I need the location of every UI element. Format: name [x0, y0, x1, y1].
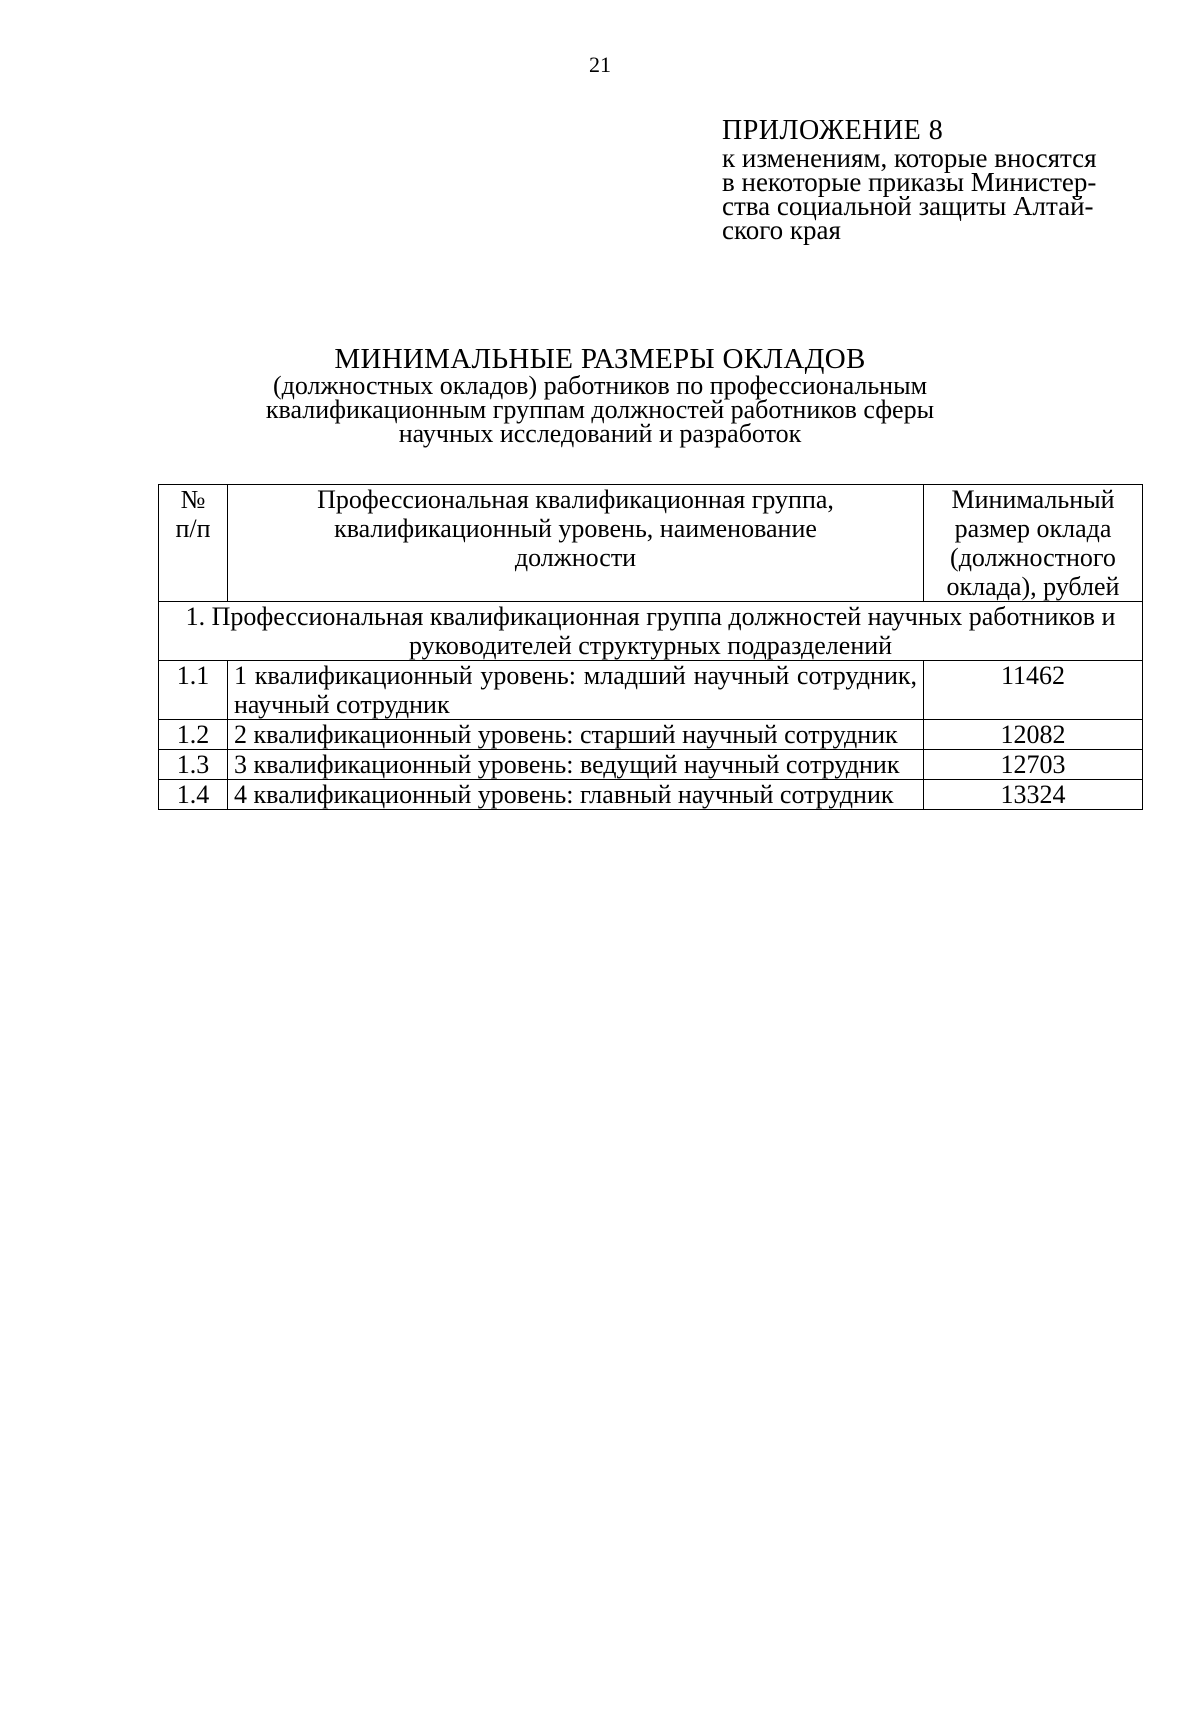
row-salary: 12082	[924, 720, 1143, 750]
row-salary: 12703	[924, 750, 1143, 780]
header-salary-line: оклада), рублей	[946, 572, 1120, 601]
table-header-row	[159, 485, 1143, 602]
header-name	[228, 485, 924, 602]
header-name-line: Профессиональная квалификационная группа,	[317, 485, 834, 514]
header-name-line: квалификационный уровень, наименование	[334, 514, 817, 543]
table-row	[159, 661, 1143, 720]
row-num: 1.3	[159, 750, 228, 780]
header-salary-line: (должностного	[950, 543, 1116, 572]
table-row	[159, 750, 1143, 780]
appendix-block	[722, 115, 1130, 245]
row-salary: 11462	[924, 661, 1143, 720]
appendix-title: ПРИЛОЖЕНИЕ 8	[722, 115, 944, 146]
table-row	[159, 780, 1143, 810]
appendix-line: ства социальной защиты Алтай-	[722, 191, 1094, 221]
header-salary	[924, 485, 1143, 602]
table-row	[159, 720, 1143, 750]
row-name: 3 квалификационный уровень: ведущий научный сотрудник	[228, 750, 924, 780]
document-title-line: научных исследований и разработок	[398, 419, 802, 448]
document-title	[0, 344, 1200, 446]
appendix-line: ского края	[722, 215, 841, 245]
row-name: 4 квалификационный уровень: главный научный сотрудник	[228, 780, 924, 810]
header-num	[159, 485, 228, 602]
appendix-line: к изменениям, которые вносятся	[722, 143, 1097, 173]
appendix-line: в некоторые приказы Министер-	[722, 167, 1097, 197]
header-salary-line: размер оклада	[954, 514, 1112, 543]
document-title-main: МИНИМАЛЬНЫЕ РАЗМЕРЫ ОКЛАДОВ	[334, 343, 866, 375]
header-num-line: №	[180, 485, 206, 514]
group-row	[159, 602, 1143, 661]
header-name-line: должности	[514, 543, 637, 572]
row-num: 1.4	[159, 780, 228, 810]
row-name: 2 квалификационный уровень: старший научный сотрудник	[228, 720, 924, 750]
header-num-line: п/п	[175, 514, 211, 543]
row-num: 1.1	[159, 661, 228, 720]
row-salary: 13324	[924, 780, 1143, 810]
header-salary-line: Минимальный	[951, 485, 1115, 514]
group-title: 1. Профессиональная квалификационная группа должностей научных работников и руководителей структурных подразделений	[159, 602, 1143, 661]
document-title-line: квалификационным группам должностей работников сферы	[265, 395, 935, 424]
page-number: 21	[589, 52, 611, 77]
row-num: 1.2	[159, 720, 228, 750]
row-name: 1 квалификационный уровень: младший научный сотрудник, научный сотрудник	[228, 661, 924, 720]
salary-table	[158, 484, 1143, 810]
document-title-line: (должностных окладов) работников по профессиональным	[272, 371, 928, 400]
